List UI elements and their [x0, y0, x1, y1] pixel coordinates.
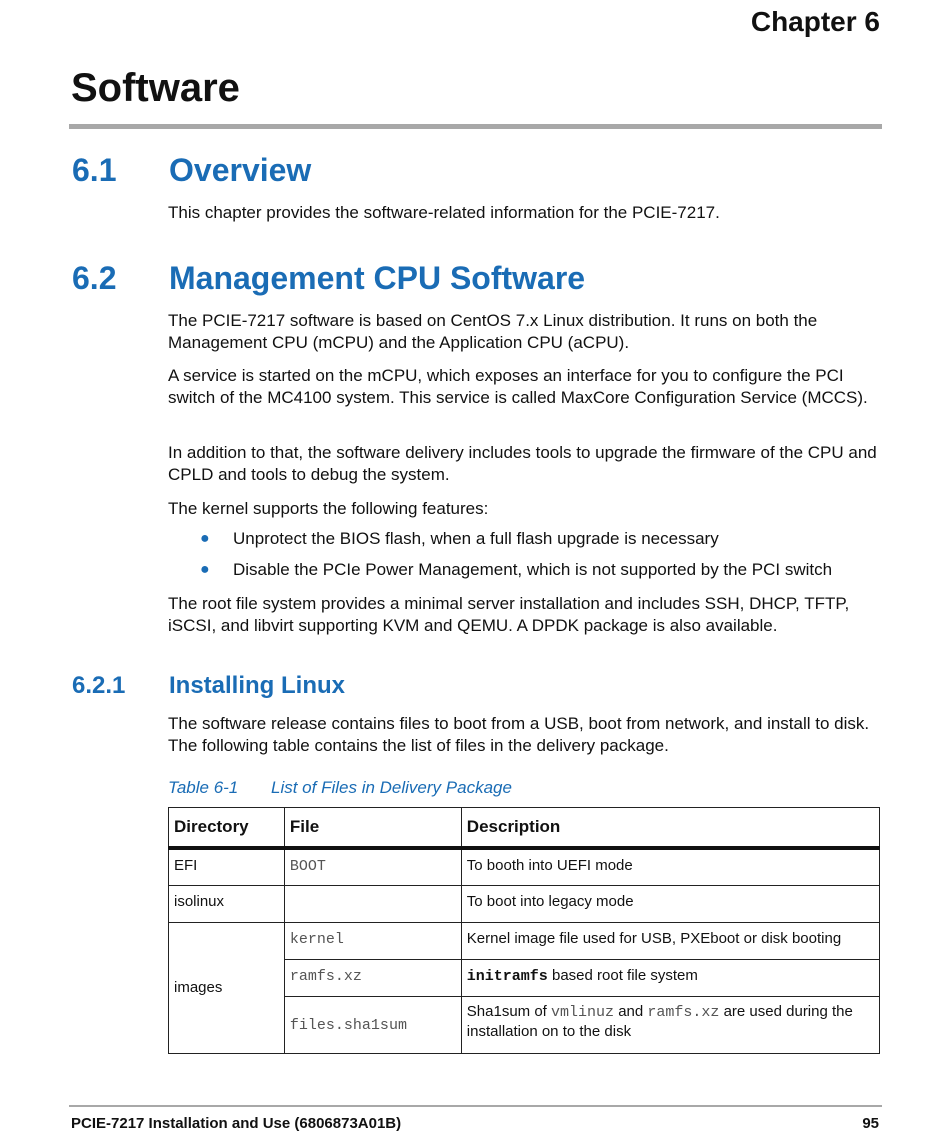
cell-description: Sha1sum of vmlinuz and ramfs.xz are used during the installation on to the disk: [461, 996, 879, 1053]
section-title: Overview: [169, 152, 312, 188]
paragraph: The kernel supports the following features:: [168, 499, 489, 518]
page-number: 95: [862, 1115, 879, 1132]
cell-file: ramfs.xz: [284, 959, 461, 996]
table-caption-title: List of Files in Delivery Package: [271, 778, 512, 797]
section-title: Installing Linux: [169, 672, 346, 699]
cell-directory: isolinux: [169, 885, 285, 922]
overview-paragraph: This chapter provides the software-related information for the PCIE-7217.: [168, 203, 720, 222]
column-header-directory: Directory: [169, 808, 285, 849]
table-caption: [168, 778, 512, 798]
cell-directory: EFI: [169, 848, 285, 885]
cell-description: To boot into legacy mode: [461, 885, 879, 922]
footer-document-title: PCIE-7217 Installation and Use (6806873A01B): [71, 1115, 402, 1132]
cell-description: To booth into UEFI mode: [461, 848, 879, 885]
paragraph: The PCIE-7217 software is based on CentOS 7.x Linux distribution. It runs on both the Management CPU (mCPU) and the Application CPU (aCPU).: [168, 311, 818, 352]
section-number: 6.2.1: [72, 672, 126, 699]
table-caption-number: Table 6-1: [168, 778, 239, 797]
page-title: Software: [71, 66, 240, 110]
bullet-icon: ●: [200, 530, 210, 547]
cell-directory: images: [169, 922, 285, 1053]
cell-file: kernel: [284, 922, 461, 959]
column-header-file: File: [284, 808, 461, 849]
table-row: [169, 885, 880, 922]
footer-divider: [69, 1105, 882, 1107]
cell-description: Kernel image file used for USB, PXEboot or disk booting: [461, 922, 879, 959]
files-table: [168, 807, 880, 1054]
chapter-label: Chapter 6: [750, 6, 880, 37]
title-divider: [69, 124, 882, 129]
section-number: 6.2: [72, 260, 117, 296]
cell-file: files.sha1sum: [284, 996, 461, 1053]
bullet-icon: ●: [200, 561, 210, 578]
cell-file: [284, 885, 461, 922]
cell-description: initramfs based root file system: [461, 959, 879, 996]
section-number: 6.1: [72, 152, 117, 188]
paragraph: The root file system provides a minimal server installation and includes SSH, DHCP, TFTP, iSCSI, and libvirt supporting KVM and QEMU. A DPDK package is also available.: [168, 594, 850, 635]
table-row: [169, 922, 880, 959]
cell-file: BOOT: [284, 848, 461, 885]
table-header-row: [169, 808, 880, 849]
section-title: Management CPU Software: [169, 260, 586, 296]
paragraph: In addition to that, the software delivery includes tools to upgrade the firmware of the CPU and CPLD and tools to debug the system.: [168, 443, 877, 484]
paragraph: The software release contains files to boot from a USB, boot from network, and install to disk. The following table contains the list of files in the delivery package.: [168, 714, 870, 755]
paragraph: A service is started on the mCPU, which exposes an interface for you to configure the PCI switch of the MC4100 system. This service is called MaxCore Configuration Service (MCCS).: [168, 366, 868, 407]
column-header-description: Description: [461, 808, 879, 849]
table-row: [169, 848, 880, 885]
